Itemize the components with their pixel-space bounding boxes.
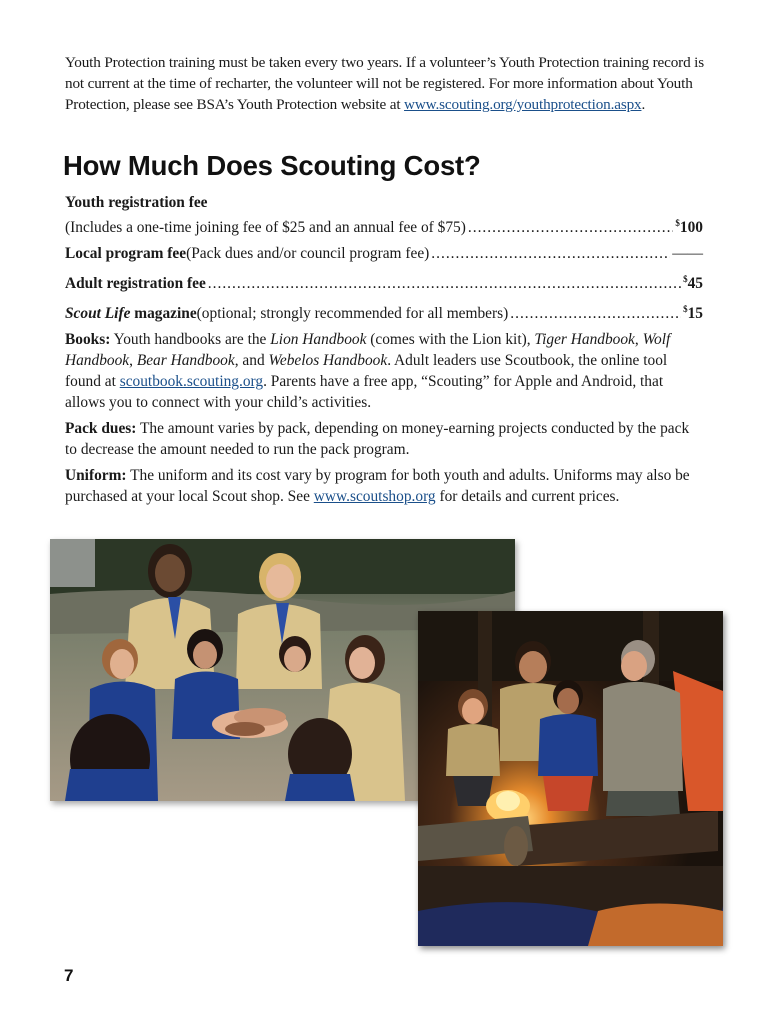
youth-protection-paragraph: [65, 52, 725, 115]
youth-fee-row: [65, 213, 703, 238]
page-number: 7: [64, 966, 74, 985]
scoutshop-link[interactable]: www.scoutshop.org: [313, 488, 436, 505]
webelos-handbook: Webelos Handbook: [268, 352, 388, 369]
dot-leader: [431, 243, 670, 264]
youth-fee-detail: (Includes a one-time joining fee of $25 and an annual fee of $75): [65, 219, 466, 236]
tiger-handbook: Tiger Handbook: [534, 331, 635, 348]
dot-leader: [468, 217, 674, 238]
adult-fee-label: Adult registration fee: [65, 275, 206, 292]
youth-fee-amount: $100: [675, 218, 703, 236]
pack-dues-paragraph: [65, 418, 703, 460]
scoutbook-link[interactable]: scoutbook.scouting.org: [119, 373, 264, 390]
youth-protection-link[interactable]: www.scouting.org/youthprotection.aspx: [404, 96, 642, 113]
cost-list: [65, 192, 703, 512]
page-heading: How Much Does Scouting Cost?: [63, 150, 481, 181]
campfire-photo: [418, 611, 723, 946]
youth-protection-period: .: [641, 96, 646, 113]
local-fee-detail: (Pack dues and/or council program fee): [186, 245, 430, 262]
magazine-label: magazine: [130, 305, 197, 322]
youth-protection-text: Youth Protection training must be taken every two years. If a volunteer’s Youth Protection training record is not current at the time of recharter, the volunteer will not be registered. For more information about Youth Protection, please see BSA’s Youth Protection website at: [65, 54, 704, 113]
uniform-text: The uniform and its cost vary by program for both youth and adults. Uniforms may also be purchased at your local Scout shop. See: [65, 467, 690, 505]
pack-dues-text: The amount varies by pack, depending on money-earning projects conducted by the pack to decrease the amount needed to run the pack program.: [65, 420, 690, 458]
adult-fee-row: [65, 269, 703, 294]
magazine-amount: $15: [683, 304, 703, 322]
local-fee-label: Local program fee: [65, 245, 187, 262]
books-paragraph: Books: Youth handbooks are the Lion Handbook (comes with the Lion kit), Tiger Handbook, Wolf Handbook, Bear Handbook, and Webelos Handbook. Adult leaders use Scoutbook, the online tool found at scoutbook.scouting.org. Parents have a free app, “Scouting” for Apple and Android, that allows you to connect with your child’s activities.: [65, 331, 671, 411]
magazine-row: [65, 299, 703, 324]
uniform-label: Uniform:: [65, 467, 127, 484]
dot-leader: [208, 273, 681, 294]
youth-fee-label-row: [65, 192, 703, 213]
bear-handbook: Bear Handbook: [136, 352, 235, 369]
adult-fee-amount: $45: [683, 274, 703, 292]
youth-fee-label: Youth registration fee: [65, 194, 208, 211]
uniform-after: for details and current prices.: [435, 488, 620, 505]
wolf-handbook: Wolf Handbook: [65, 331, 671, 369]
local-fee-row: [65, 243, 703, 264]
books-label: Books:: [65, 331, 111, 348]
dot-leader: [510, 303, 681, 324]
pack-dues-label: Pack dues:: [65, 420, 137, 437]
magazine-detail: (optional; strongly recommended for all members): [196, 305, 509, 322]
magazine-title: Scout Life: [65, 305, 131, 322]
lion-handbook: Lion Handbook: [270, 331, 367, 348]
local-fee-amount: ——: [672, 245, 703, 262]
uniform-paragraph: [65, 465, 703, 507]
